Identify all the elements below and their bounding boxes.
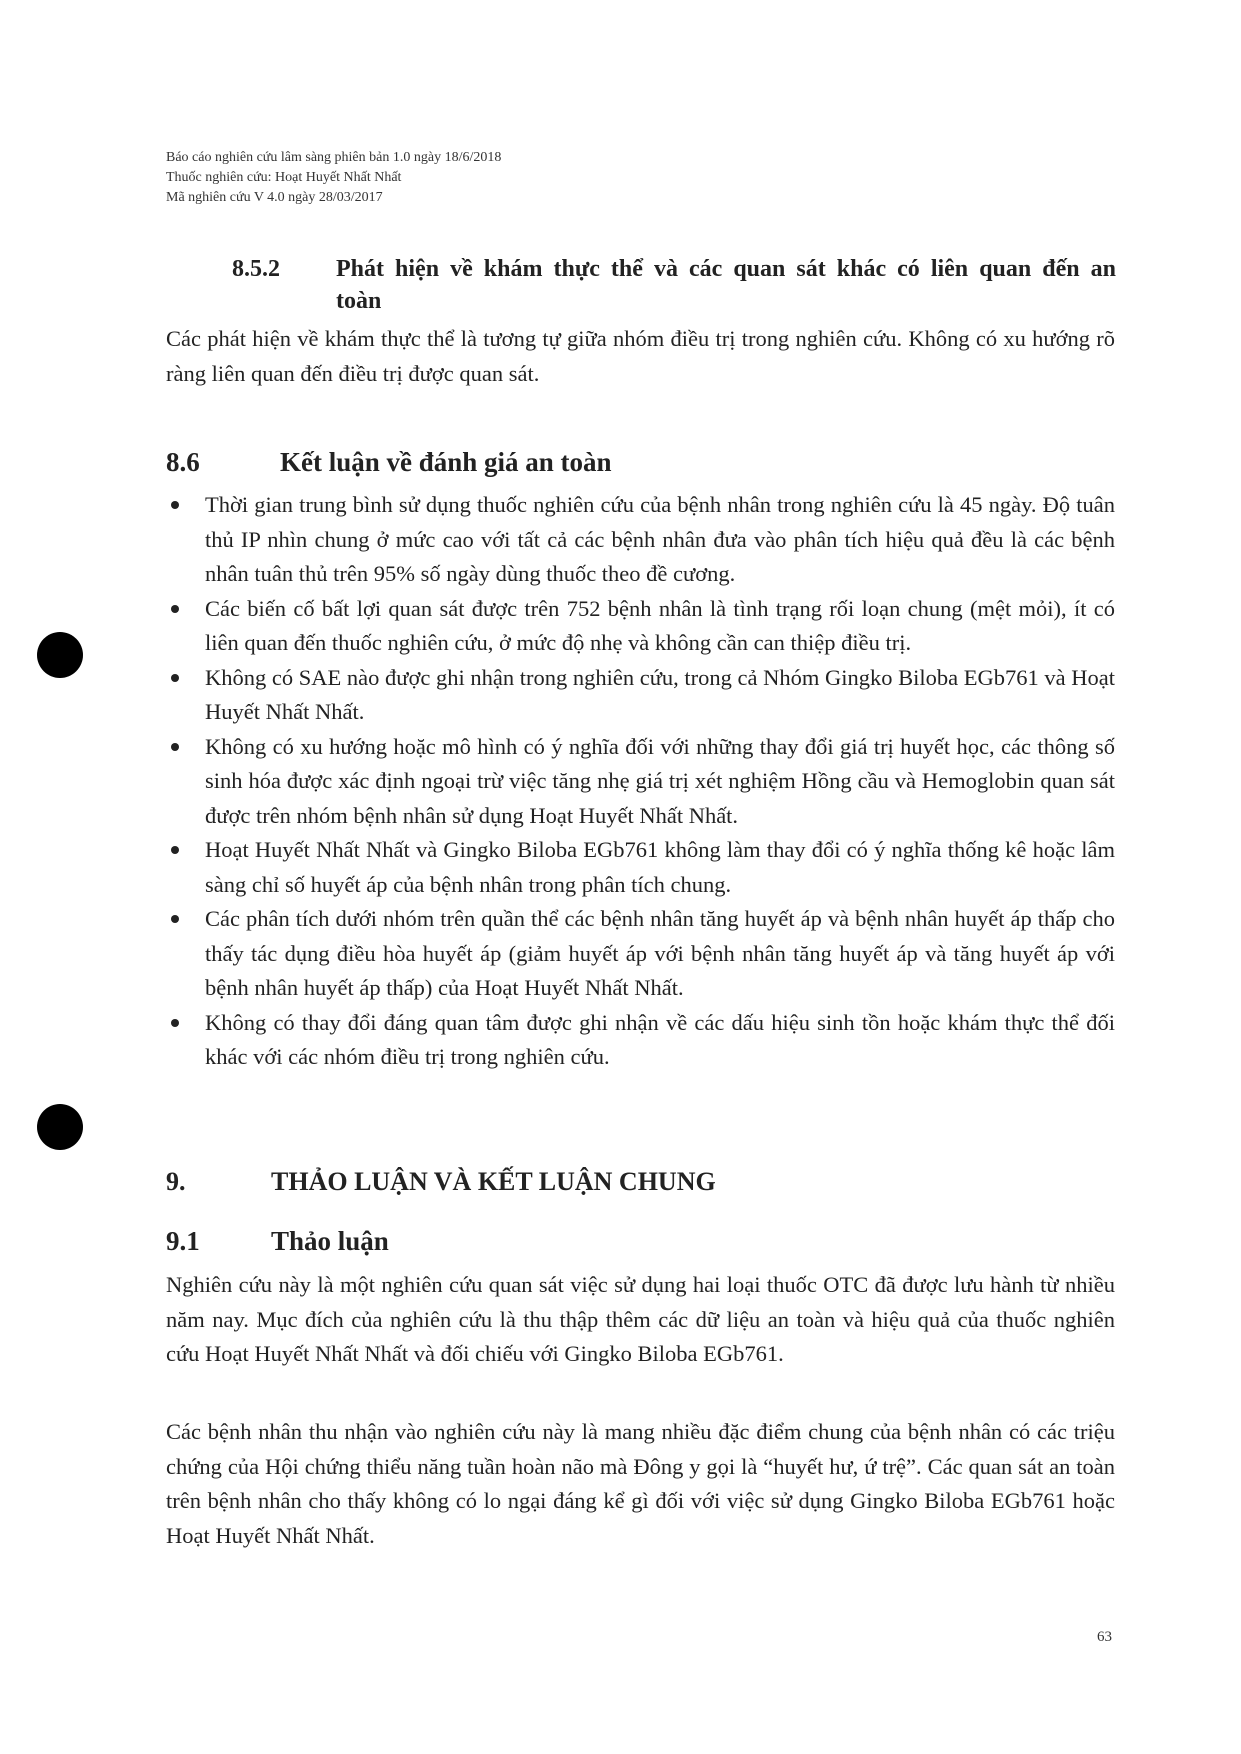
section-9-1-paragraph-2: Các bệnh nhân thu nhận vào nghiên cứu này là mang nhiều đặc điểm chung của bệnh nhân có các triệu chứng của Hội chứng thiểu năng tuần hoàn não mà Đông y gọi là “huyết hư, ứ trệ”. Các quan sát an toàn trên bệnh nhân cho thấy không có lo ngại đáng kể gì đối với việc sử dụng Gingko Biloba EGb761 hoặc Hoạt Huyết Nhất Nhất.: [166, 1419, 1115, 1548]
list-item-text: Các biến cố bất lợi quan sát được trên 752 bệnh nhân là tình trạng rối loạn chung (mệt mỏi), ít có liên quan đến thuốc nghiên cứu, ở mức độ nhẹ và không cần can thiệp điều trị.: [205, 595, 1115, 655]
list-item: [166, 661, 1115, 730]
list-item-text: Thời gian trung bình sử dụng thuốc nghiên cứu của bệnh nhân trong nghiên cứu là 45 ngày. Độ tuân thủ IP nhìn chung ở mức cao với tất cả các bệnh nhân đưa vào phân tích hiệu quả đều là các bệnh nhân tuân thủ trên 95% số ngày dùng thuốc theo đề cương.: [205, 492, 1115, 586]
list-item-text: Không có xu hướng hoặc mô hình có ý nghĩa đối với những thay đổi giá trị huyết học, các thông số sinh hóa được xác định ngoại trừ việc tăng nhẹ giá trị xét nghiệm Hồng cầu và Hemoglobin quan sát được trên nhóm bệnh nhân sử dụng Hoạt Huyết Nhất Nhất.: [205, 733, 1115, 828]
header-drug-line: Thuốc nghiên cứu: Hoạt Huyết Nhất Nhất: [166, 170, 402, 185]
bullet-icon: [171, 846, 179, 854]
section-9-1-title: Thảo luận: [271, 1226, 389, 1256]
list-item-text: Không có SAE nào được ghi nhận trong nghiên cứu, trong cả Nhóm Gingko Biloba EGb761 và Hoạt Huyết Nhất Nhất.: [205, 664, 1115, 724]
list-item: [166, 488, 1115, 592]
list-item: [166, 833, 1115, 902]
page-header: [166, 148, 501, 208]
header-report-line: Báo cáo nghiên cứu lâm sàng phiên bản 1.0 ngày 18/6/2018: [166, 150, 502, 165]
punch-hole-icon: [37, 1104, 83, 1150]
bullet-icon: [171, 743, 179, 751]
section-8-5-2-body: Các phát hiện về khám thực thể là tương tự giữa nhóm điều trị trong nghiên cứu. Không có xu hướng rõ ràng liên quan đến điều trị được quan sát.: [166, 326, 1115, 386]
section-8-5-2-number: 8.5.2: [232, 256, 280, 282]
bullet-icon: [171, 1019, 179, 1027]
section-9-title: THẢO LUẬN VÀ KẾT LUẬN CHUNG: [271, 1167, 716, 1196]
bullet-icon: [171, 605, 179, 613]
section-9-1-paragraph-1: Nghiên cứu này là một nghiên cứu quan sát việc sử dụng hai loại thuốc OTC đã được lưu hành từ nhiều năm nay. Mục đích của nghiên cứu là thu thập thêm các dữ liệu an toàn và hiệu quả của thuốc nghiên cứu Hoạt Huyết Nhất Nhất và đối chiếu với Gingko Biloba EGb761.: [166, 1272, 1115, 1366]
list-item: [166, 1006, 1115, 1075]
section-8-5-2-title-line2: toàn: [336, 288, 382, 314]
section-8-6-number: 8.6: [166, 447, 200, 477]
list-item-text: Các phân tích dưới nhóm trên quần thể các bệnh nhân tăng huyết áp và bệnh nhân huyết áp thấp cho thấy tác dụng điều hòa huyết áp (giảm huyết áp với bệnh nhân tăng huyết áp và tăng huyết áp với bệnh nhân huyết áp thấp) của Hoạt Huyết Nhất Nhất.: [205, 906, 1115, 1000]
bullet-icon: [171, 674, 179, 682]
safety-conclusion-list: [166, 488, 1115, 1075]
list-item-text: Không có thay đổi đáng quan tâm được ghi nhận về các dấu hiệu sinh tồn hoặc khám thực thể đối khác với các nhóm điều trị trong nghiên cứu.: [205, 1009, 1115, 1069]
header-study-code-line: Mã nghiên cứu V 4.0 ngày 28/03/2017: [166, 190, 383, 205]
section-8-6-title: Kết luận về đánh giá an toàn: [280, 447, 612, 477]
list-item-text: Hoạt Huyết Nhất Nhất và Gingko Biloba EGb761 không làm thay đổi có ý nghĩa thống kê hoặc lâm sàng chỉ số huyết áp của bệnh nhân trong phân tích chung.: [205, 837, 1115, 897]
section-9-1-number: 9.1: [166, 1226, 200, 1256]
list-item: [166, 592, 1115, 661]
page-number: 63: [1097, 1629, 1112, 1645]
bullet-icon: [171, 915, 179, 923]
bullet-icon: [171, 501, 179, 509]
punch-hole-icon: [37, 632, 83, 678]
section-8-5-2-title-line1: Phát hiện về khám thực thể và các quan sát khác có liên quan đến an: [336, 256, 1116, 282]
list-item: [166, 902, 1115, 1006]
list-item: [166, 730, 1115, 834]
section-9-number: 9.: [166, 1167, 186, 1196]
